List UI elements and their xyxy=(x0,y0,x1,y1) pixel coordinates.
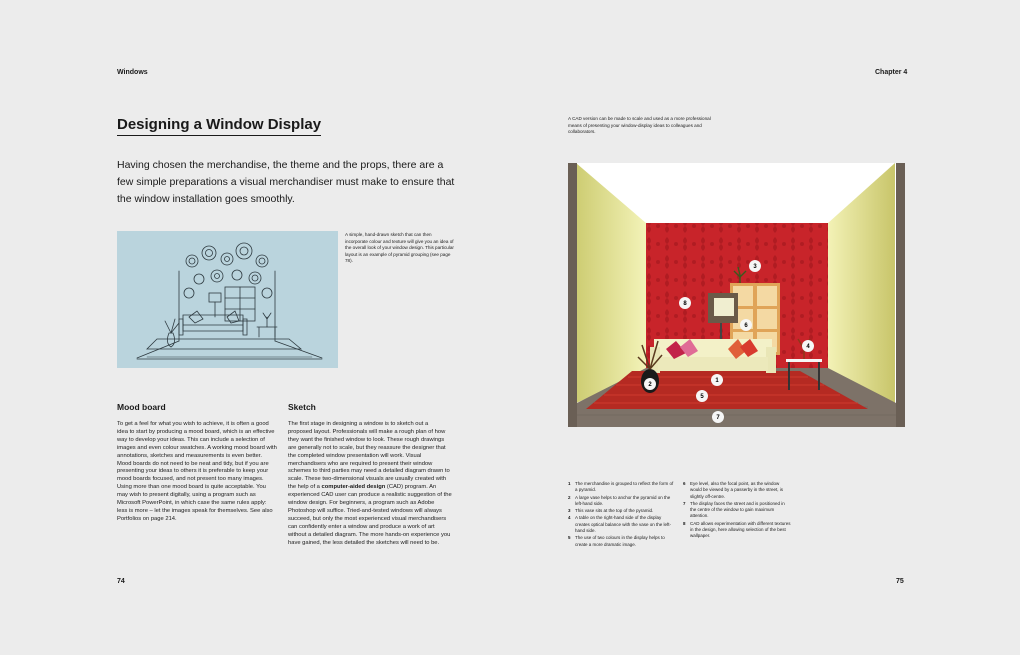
note-text: The display faces the street and is positioned in the centre of the window to gain maximum attention. xyxy=(690,500,785,519)
note-number: 4 xyxy=(568,515,571,521)
marker-5: 5 xyxy=(700,394,704,400)
note-item xyxy=(568,535,676,548)
sketch-text-part-1: The first stage in designing a window is to sketch out a proposed layout. Professionals will make a rough plan of how they want the finished window to look. These rough drawings are generally not to scale, but they reassure the designer that the completed window presentation will work. Visual merchandisers who are required to present their window schemes to third parties may need a detailed diagram drawn to scale. These two-dimensional visuals are usually created with the help of a xyxy=(288,421,450,491)
hand-drawn-sketch-image xyxy=(117,231,338,368)
notes-column-2 xyxy=(683,481,791,541)
mood-board-text: To get a feel for what you wish to achieve, it is often a good idea to start by producing a mood board, which is an effective way to develop your ideas. This can include a selection of images and even colour swatches. A working mood board with annotations, sketches and measurements is even better. Mood boards do not need to be neat and tidy, but if you are presenting your ideas to others it is preferable to keep your mood boards focused, and not present too many images. Using more than one mood board is quite acceptable. You may wish to present digitally, using a program such as Microsoft PowerPoint, in which case the same rules apply: less is more – let the images speak for themselves. See also Portfolios on page 214. xyxy=(117,421,277,522)
notes-column-1 xyxy=(568,481,676,549)
note-text: A large vase helps to anchor the pyramid on the left-hand side. xyxy=(575,494,671,506)
note-text: CAD allows experimentation with different textures in the design, here allowing selection of the best wallpaper. xyxy=(690,520,791,539)
note-text: The merchandise is grouped to reflect the form of a pyramid. xyxy=(575,481,674,493)
cad-render-image xyxy=(568,163,905,427)
sketch-heading: Sketch xyxy=(288,402,316,412)
intro-paragraph: Having chosen the merchandise, the theme and the props, there are a few simple preparations a visual merchandiser must make to ensure that the window installation goes smoothly. xyxy=(117,159,455,205)
note-item xyxy=(683,481,791,500)
note-item xyxy=(683,501,791,520)
running-head-right: Chapter 4 xyxy=(875,69,908,76)
marker-2: 2 xyxy=(648,382,652,388)
note-item xyxy=(568,481,676,494)
sketch-text-part-2: (CAD) program. An experienced CAD user can produce a realistic suggestion of the window design. For beginners, a program such as Adobe Photoshop will suffice. Tried-and-tested windows will always succeed, but only the most experienced visual merchandisers can confidently enter a window and produce a work of art without a detailed diagram. The more hands-on experience you have gained, the less detailed the sketches will need to be. xyxy=(288,484,452,546)
note-item xyxy=(683,521,791,540)
marker-7: 7 xyxy=(716,415,720,421)
cad-caption: A CAD version can be made to scale and used as a more professional means of presenting your window-display ideas to colleagues and collaborators. xyxy=(568,116,711,135)
marker-4: 4 xyxy=(806,344,810,350)
note-text: Eye level, also the focal point, as the window would be viewed by a passerby in the street, is slightly off-centre. xyxy=(690,481,784,499)
note-number: 7 xyxy=(683,500,686,506)
marker-3: 3 xyxy=(753,264,757,270)
sketch-caption: A simple, hand-drawn sketch that can then incorporate colour and texture will give you an idea of the overall look of your window design. This particular layout is an example of pyramid grouping (see page 78). xyxy=(345,232,454,264)
note-text: A table on the right-hand side of the display creates optical balance with the vase on the left-hand side. xyxy=(575,515,672,534)
page-title: Designing a Window Display xyxy=(117,116,321,136)
note-number: 6 xyxy=(683,481,686,486)
note-text: The use of two colours in the display helps to create a more dramatic image. xyxy=(575,535,665,547)
cad-room-render xyxy=(568,163,905,427)
mood-board-heading: Mood board xyxy=(117,402,166,412)
sketch-drawing xyxy=(117,231,338,368)
marker-8: 8 xyxy=(683,301,687,307)
note-number: 1 xyxy=(568,481,571,486)
note-number: 8 xyxy=(683,520,686,526)
cad-term: computer-aided design xyxy=(321,484,386,491)
sketch-text xyxy=(288,421,453,548)
running-head-left: Windows xyxy=(117,69,148,76)
note-number: 5 xyxy=(568,535,571,541)
note-text: This vase sits at the top of the pyramid. xyxy=(575,508,654,514)
note-number: 2 xyxy=(568,494,571,500)
page-number-left: 74 xyxy=(117,578,125,585)
marker-1: 1 xyxy=(715,378,719,384)
note-item xyxy=(568,495,676,508)
page-number-right: 75 xyxy=(896,578,904,585)
note-item xyxy=(568,508,676,514)
marker-6: 6 xyxy=(744,323,748,329)
note-item xyxy=(568,515,676,534)
note-number: 3 xyxy=(568,508,571,514)
